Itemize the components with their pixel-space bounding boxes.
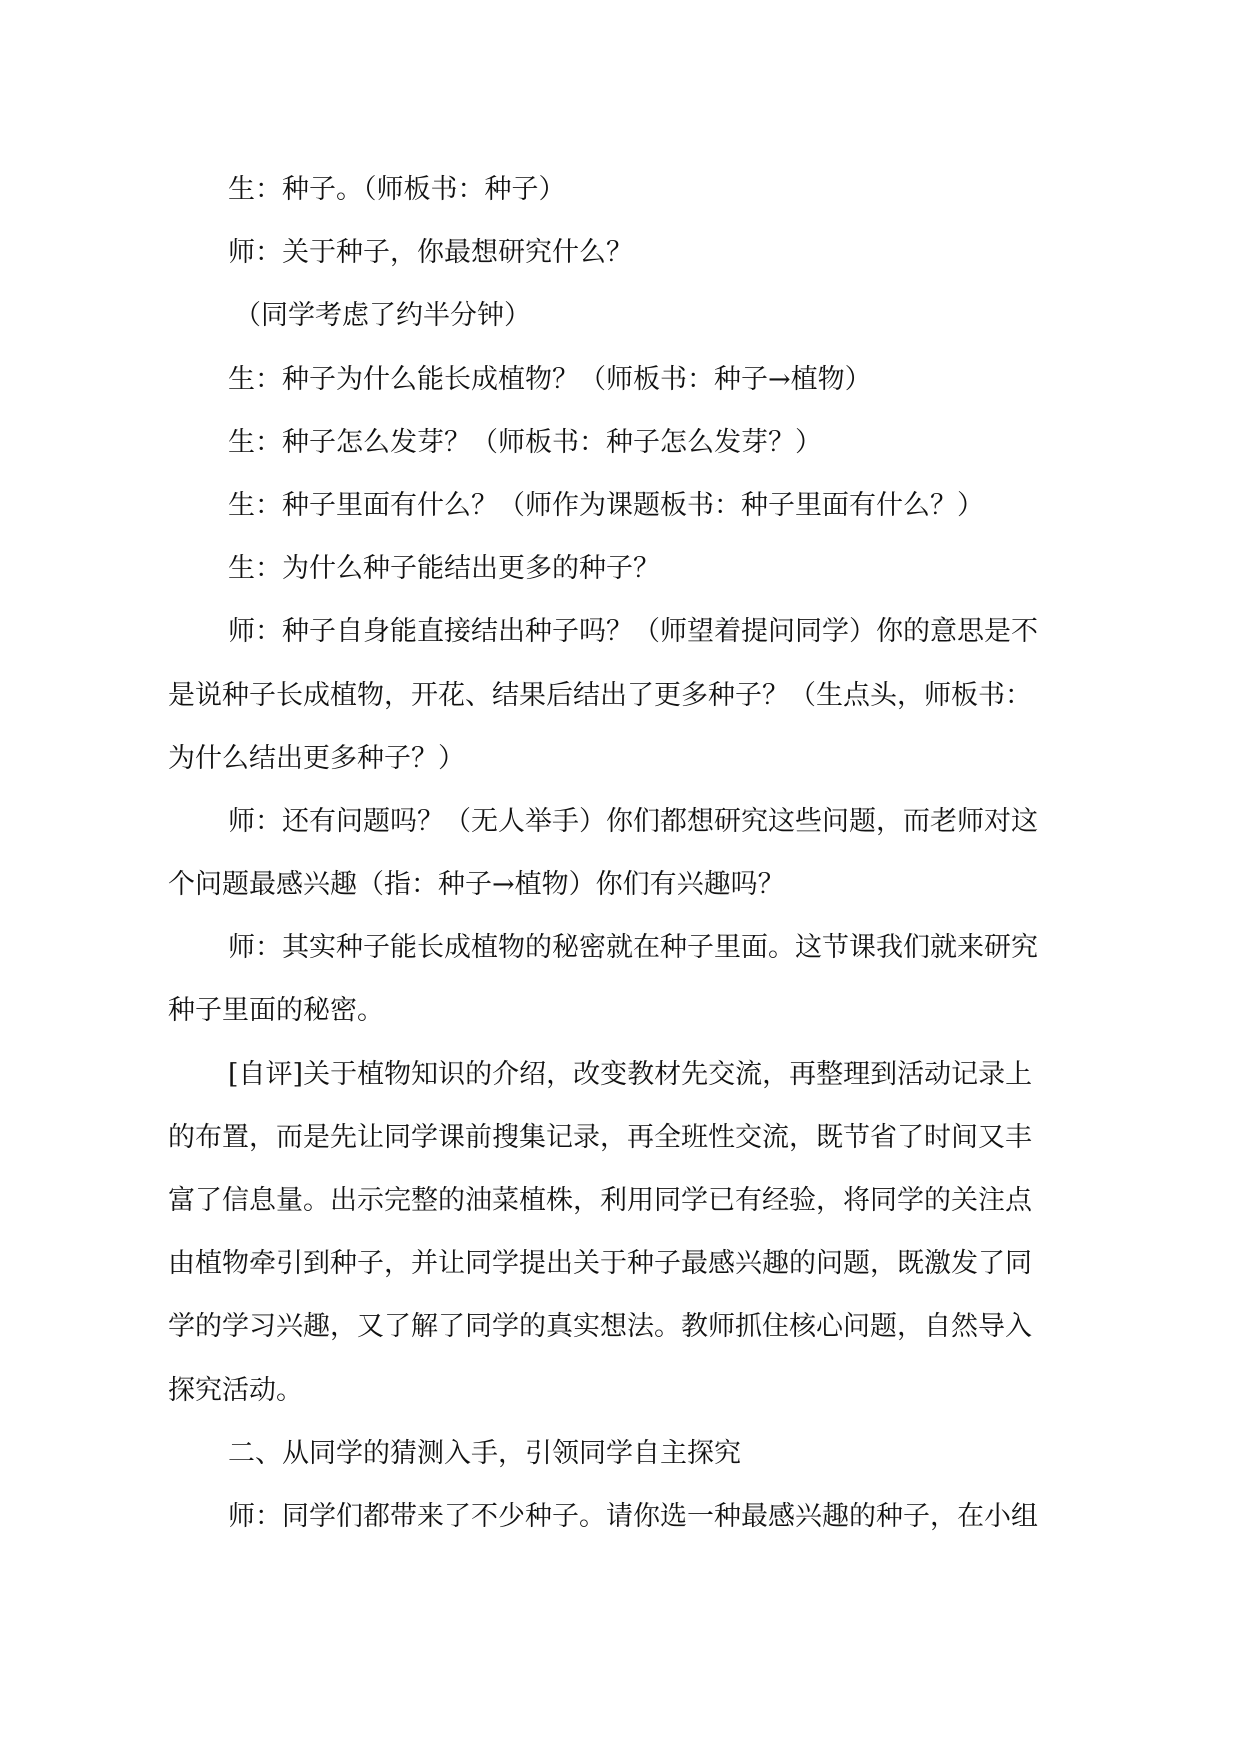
paragraph-teacher-more-questions: [168, 790, 1084, 916]
paragraph-line: 师：其实种子能长成植物的秘密就在种子里面。这节课我们就来研究: [228, 932, 1038, 964]
paragraph-line: 由植物牵引到种子，并让同学提出关于种子最感兴趣的问题，既激发了同: [168, 1248, 1032, 1280]
paragraph-stage-direction: （同学考虑了约半分钟）: [234, 300, 531, 332]
paragraph-teacher-followup: [168, 600, 1084, 790]
section-heading-part-two: 二、从同学的猜测入手，引领同学自主探究: [228, 1437, 741, 1469]
paragraph-student-question-4: 生：为什么种子能结出更多的种子？: [228, 553, 660, 585]
paragraph-line: 个问题最感兴趣（指：种子→植物）你们有兴趣吗？: [168, 869, 785, 901]
paragraph-teacher-secret: [168, 916, 1084, 1042]
paragraph-line: 为什么结出更多种子？）: [168, 742, 465, 774]
paragraph-teacher-instruction: 师：同学们都带来了不少种子。请你选一种最感兴趣的种子，在小组: [228, 1500, 1038, 1532]
paragraph-student-question-3: 生：种子里面有什么？（师作为课题板书：种子里面有什么？）: [228, 489, 984, 521]
paragraph-line: 的布置，而是先让同学课前搜集记录，再全班性交流，既节省了时间又丰: [168, 1121, 1032, 1153]
paragraph-line: 师：种子自身能直接结出种子吗？（师望着提问同学）你的意思是不: [228, 616, 1038, 648]
paragraph-line: 富了信息量。出示完整的油菜植株，利用同学已有经验，将同学的关注点: [168, 1185, 1032, 1216]
paragraph-student-answer-seed: 生：种子。（师板书：种子）: [228, 174, 566, 205]
paragraph-line: 种子里面的秘密。: [168, 995, 384, 1027]
document-body: [168, 158, 1084, 1548]
paragraph-line: 学的学习兴趣，又了解了同学的真实想法。教师抓住核心问题，自然导入: [168, 1311, 1032, 1343]
paragraph-line: [自评]关于植物知识的介绍，改变教材先交流，再整理到活动记录上: [228, 1058, 1033, 1090]
paragraph-teacher-question: 师：关于种子，你最想研究什么？: [228, 237, 633, 269]
paragraph-line: 探究活动。: [168, 1374, 303, 1406]
paragraph-student-question-1: 生：种子为什么能长成植物？（师板书：种子→植物）: [228, 363, 872, 395]
paragraph-line: 是说种子长成植物，开花、结果后结出了更多种子？（生点头，师板书：: [168, 679, 1032, 711]
paragraph-student-question-2: 生：种子怎么发芽？（师板书：种子怎么发芽？）: [228, 426, 822, 458]
paragraph-line: 师：还有问题吗？（无人举手）你们都想研究这些问题，而老师对这: [228, 805, 1038, 837]
paragraph-self-evaluation: [168, 1043, 1084, 1422]
